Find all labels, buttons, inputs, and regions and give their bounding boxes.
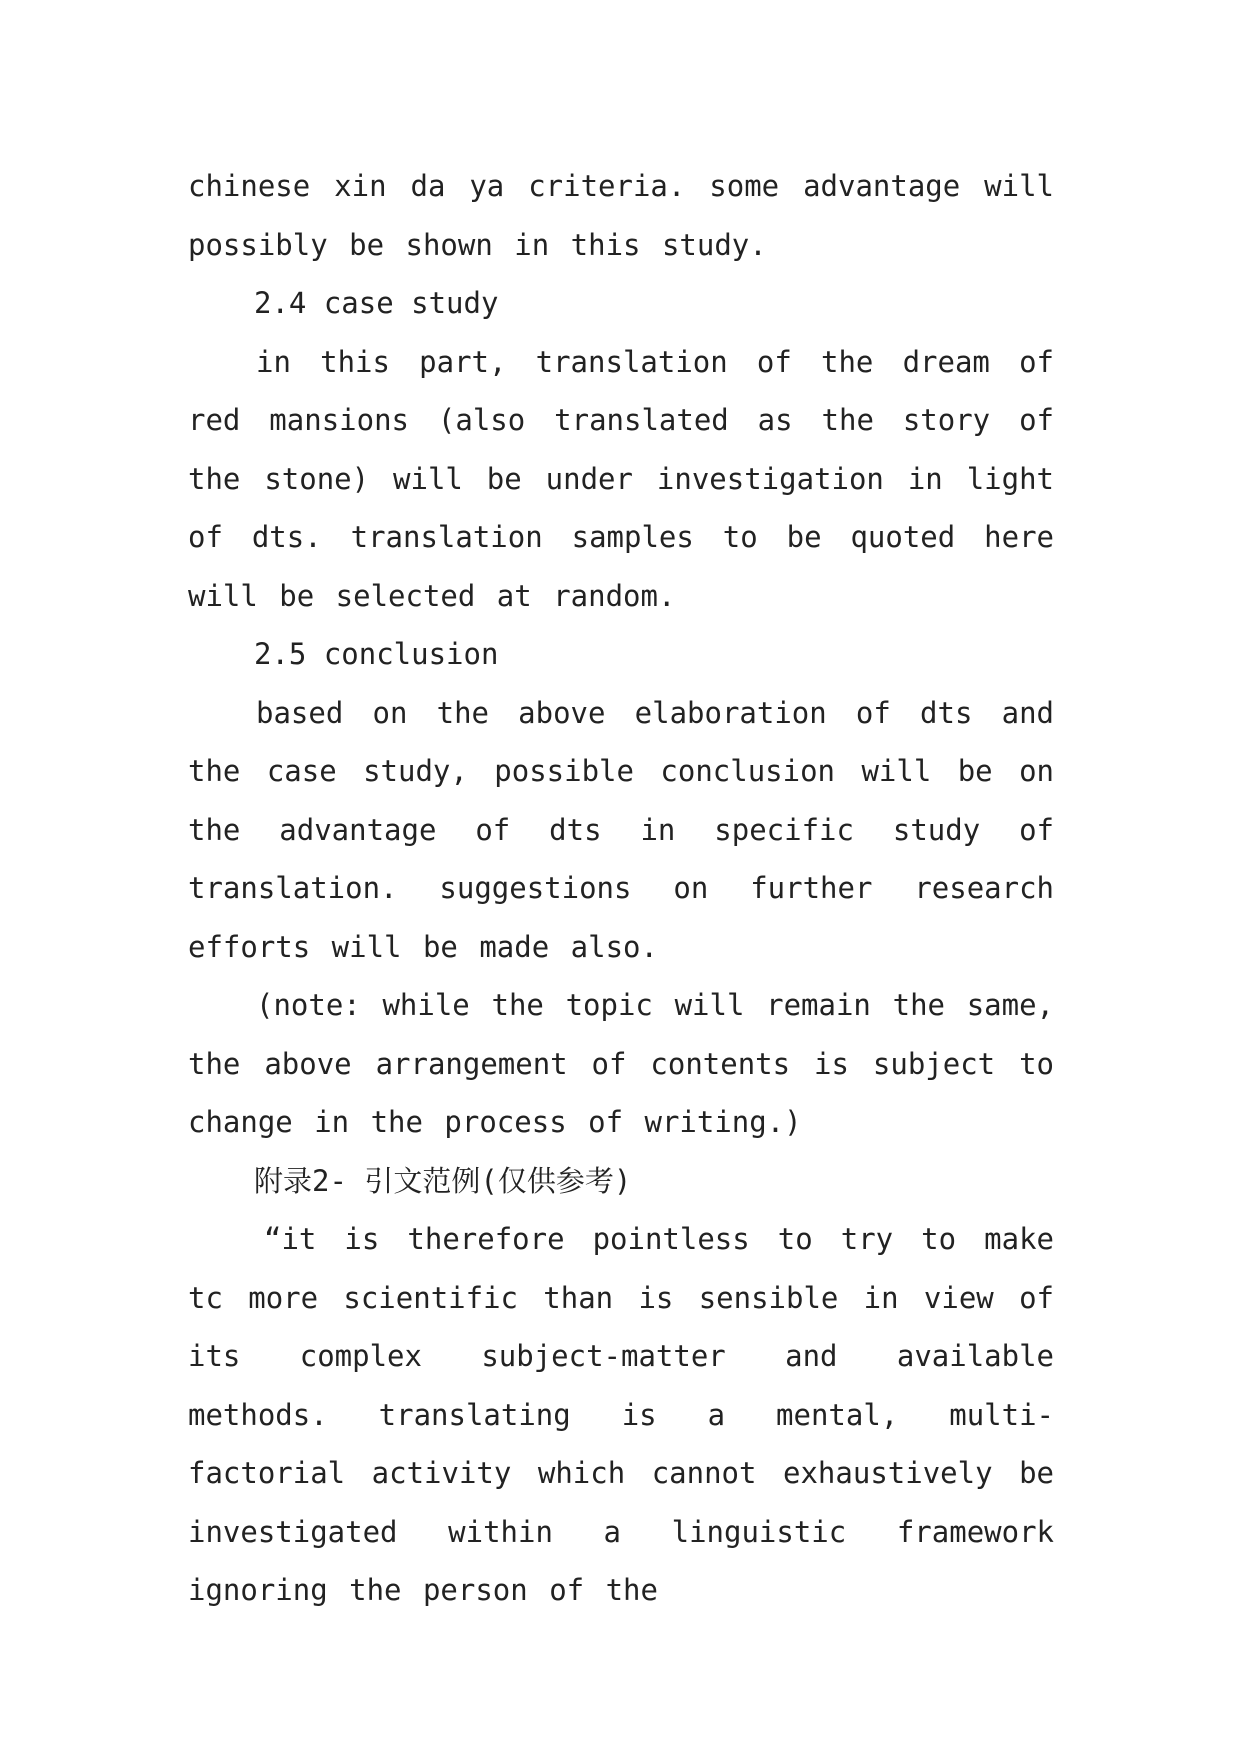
appendix-heading: 附录2- 引文范例(仅供参考) xyxy=(254,1163,632,1198)
paragraph-case-study: in this part, translation of the dream of red mansions (also translated as the story of the stone) will be under investigation in light of dts. translation samples to be quoted here will be selected at random. xyxy=(188,344,1054,613)
section-heading-conclusion: 2.5 conclusion xyxy=(254,637,499,671)
paragraph-quotation: “it is therefore pointless to try to make tc more scientific than is sensible in view of its complex subject-matter and available methods. translating is a mental, multi-factorial activity which cannot exhaustively be investigated within a linguistic framework ignoring the person of the xyxy=(188,1222,1054,1607)
section-heading-case-study: 2.4 case study xyxy=(254,286,499,320)
document-page xyxy=(188,157,1054,1620)
paragraph-conclusion: based on the above elaboration of dts and the case study, possible conclusion will be on the advantage of dts in specific study of translation. suggestions on further research efforts will be made also. xyxy=(188,695,1054,964)
paragraph-note: (note: while the topic will remain the same, the above arrangement of contents is subject to change in the process of writing.) xyxy=(188,988,1054,1139)
paragraph-criteria: chinese xin da ya criteria. some advantage will possibly be shown in this study. xyxy=(188,169,1054,262)
